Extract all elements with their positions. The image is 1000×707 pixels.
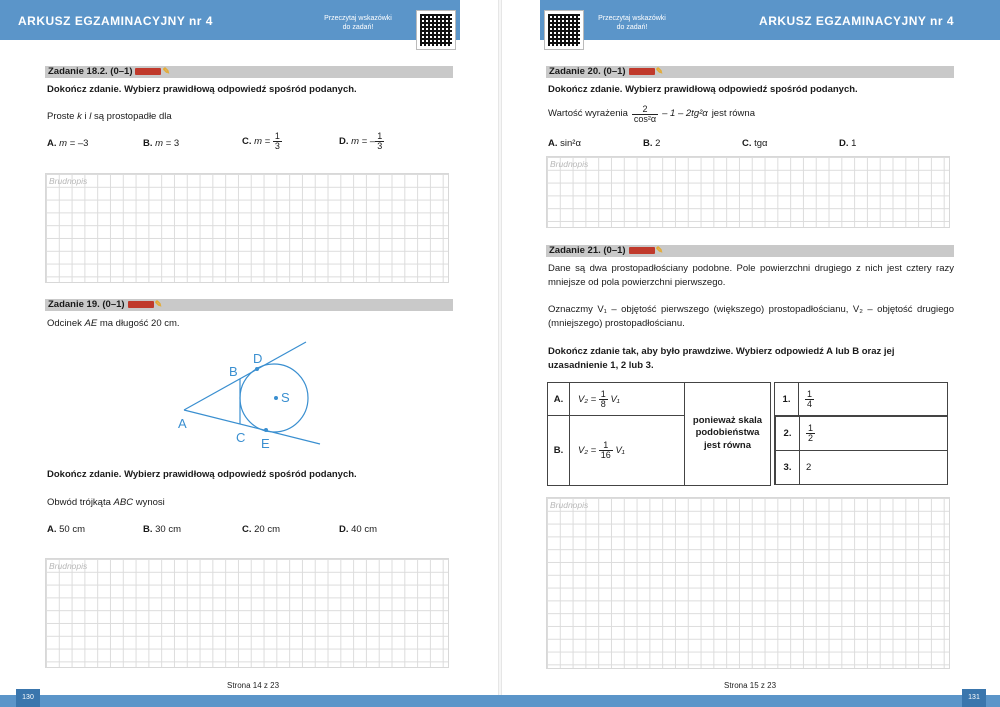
label-s: S — [281, 390, 290, 405]
page-counter-left: Strona 14 z 23 — [227, 681, 280, 690]
row-a-cell[interactable]: A. — [548, 383, 570, 416]
scratch-area-21[interactable]: Brudnopis — [546, 497, 950, 669]
task-21-instruction: Dokończ zdanie tak, aby było prawdziwe. Wybierz odpowiedź A lub B oraz jej uzasadnienie 1, 2 lub 3. — [548, 346, 895, 372]
row-b-cell[interactable]: B. — [548, 416, 570, 486]
tangent-circle-figure — [170, 340, 350, 455]
task-19-instruction: Dokończ zdanie. Wybierz prawidłową odpowiedź spośród podanych. — [47, 469, 357, 480]
page-counter-right: Strona 15 z 23 — [724, 681, 777, 690]
footer-bar-right — [500, 695, 1000, 707]
qr-hint-right: Przeczytaj wskazówki do zadań! — [598, 15, 666, 32]
task-18-2-option-b[interactable]: B. m = 3 — [143, 138, 180, 149]
qr-code-icon — [548, 14, 580, 46]
qr-code-icon — [420, 14, 452, 46]
point-d — [255, 367, 259, 371]
task-19-header: Zadanie 19. (0–1) ✎ — [45, 299, 453, 311]
label-e: E — [261, 436, 270, 451]
label-a: A — [178, 416, 187, 431]
fraction: $\frac{1}{8}$ — [600, 388, 606, 409]
task-18-2-option-a[interactable]: A. m = –3 — [47, 138, 89, 149]
label-d: D — [253, 351, 263, 366]
fraction: $\frac{1}{3}$ — [377, 131, 383, 151]
task-20-option-c[interactable]: C. tgα — [742, 138, 768, 149]
page-number-left: 130 — [16, 689, 40, 707]
task-21-paragraph-2: Oznaczmy V₁ – objętość pierwszego (większego) prostopadłościanu, V₂ – objętość drugiego (mniejszego) prostopadłościanu. — [548, 304, 954, 330]
qr-hint-left: Przeczytaj wskazówki do zadań! — [324, 15, 392, 32]
task-21-paragraph-1: Dane są dwa prostopadłościany podobne. Pole powierzchni drugiego z nich jest cztery razy mniejsze od pola powierzchni pierwszego. — [548, 263, 954, 289]
fraction: $\frac{1}{3}$ — [274, 131, 280, 151]
task-19-question: Obwód trójkąta ABC wynosi — [47, 497, 165, 508]
scratch-area-19[interactable]: Brudnopis — [45, 558, 449, 668]
pencil-icon: ✎ — [154, 299, 163, 310]
task-19-option-c[interactable]: C. 20 cm — [242, 524, 281, 535]
scratch-area-18-2[interactable]: Brudnopis — [45, 173, 449, 283]
exam-title-left: ARKUSZ EGZAMINACYJNY nr 4 — [18, 14, 213, 28]
row-a-formula[interactable]: V₂ = $\frac{1}{8}$ V₁ — [570, 383, 685, 416]
pencil-icon: ✎ — [655, 245, 664, 256]
task-20-instruction: Dokończ zdanie. Wybierz prawidłową odpowiedź spośród podanych. — [548, 84, 858, 95]
points-stamp-icon — [629, 68, 655, 75]
just-2-cell[interactable]: 2. — [776, 417, 800, 451]
task-19-stem: Odcinek AE ma długość 20 cm. — [47, 318, 180, 329]
task-19-option-d[interactable]: D. 40 cm — [339, 524, 378, 535]
task-20-option-d[interactable]: D. 1 — [839, 138, 857, 149]
point-s — [274, 396, 278, 400]
scratch-area-20[interactable]: Brudnopis — [546, 156, 950, 228]
fraction: $\frac{1}{16}$ — [600, 439, 611, 460]
task-19-option-a[interactable]: A. 50 cm — [47, 524, 86, 535]
fraction: $\frac{1}{2}$ — [808, 423, 814, 443]
qr-code-right[interactable] — [544, 10, 584, 50]
fraction: $\frac{1}{4}$ — [807, 388, 813, 409]
exam-title-right: ARKUSZ EGZAMINACYJNY nr 4 — [759, 14, 954, 28]
task-18-2-stem: Proste k i l są prostopadłe dla — [47, 111, 172, 122]
points-stamp-icon — [128, 301, 154, 308]
task-20-option-a[interactable]: A. sin²α — [548, 138, 581, 149]
task-21-header: Zadanie 21. (0–1) ✎ — [546, 245, 954, 257]
task-18-2-option-c[interactable]: C. m = $\frac{1}{3}$ — [242, 131, 280, 151]
page-number-right: 131 — [962, 689, 986, 707]
task-19-option-b[interactable]: B. 30 cm — [143, 524, 182, 535]
justification-middle: ponieważ skala podobieństwa jest równa — [685, 383, 771, 486]
task-20-option-b[interactable]: B. 2 — [643, 138, 661, 149]
row-b-formula[interactable]: V₂ = $\frac{1}{16}$ V₁ — [570, 416, 685, 486]
points-stamp-icon — [135, 68, 161, 75]
task-20-stem: Wartość wyrażenia $\frac{2}{\text{cos²α}}$ – 1 – 2tg²α jest równa — [548, 104, 755, 124]
pencil-icon: ✎ — [655, 66, 664, 77]
task-18-2-instruction: Dokończ zdanie. Wybierz prawidłową odpowiedź spośród podanych. — [47, 84, 357, 95]
task-21-answer-table — [547, 382, 948, 486]
task-20-header: Zadanie 20. (0–1) ✎ — [546, 66, 954, 78]
just-1-value[interactable] — [799, 383, 948, 416]
label-c: C — [236, 430, 246, 445]
fraction: $\frac{2}{\text{cos²α}}$ — [633, 104, 657, 124]
label-b: B — [229, 364, 238, 379]
page-gutter — [498, 0, 502, 707]
task-18-2-option-d[interactable]: D. m = – $\frac{1}{3}$ — [339, 131, 383, 151]
qr-code-left[interactable] — [416, 10, 456, 50]
footer-bar-left — [0, 695, 500, 707]
just-3-value[interactable]: 2 — [800, 451, 948, 485]
just-3-cell[interactable]: 3. — [776, 451, 800, 485]
just-1-cell[interactable]: 1. — [775, 383, 799, 416]
point-e — [264, 428, 268, 432]
just-2-value[interactable] — [800, 417, 948, 451]
points-stamp-icon — [629, 247, 655, 254]
tangent-line-ae — [184, 410, 320, 444]
pencil-icon: ✎ — [162, 66, 171, 77]
task-18-2-header: Zadanie 18.2. (0–1) ✎ — [45, 66, 453, 78]
